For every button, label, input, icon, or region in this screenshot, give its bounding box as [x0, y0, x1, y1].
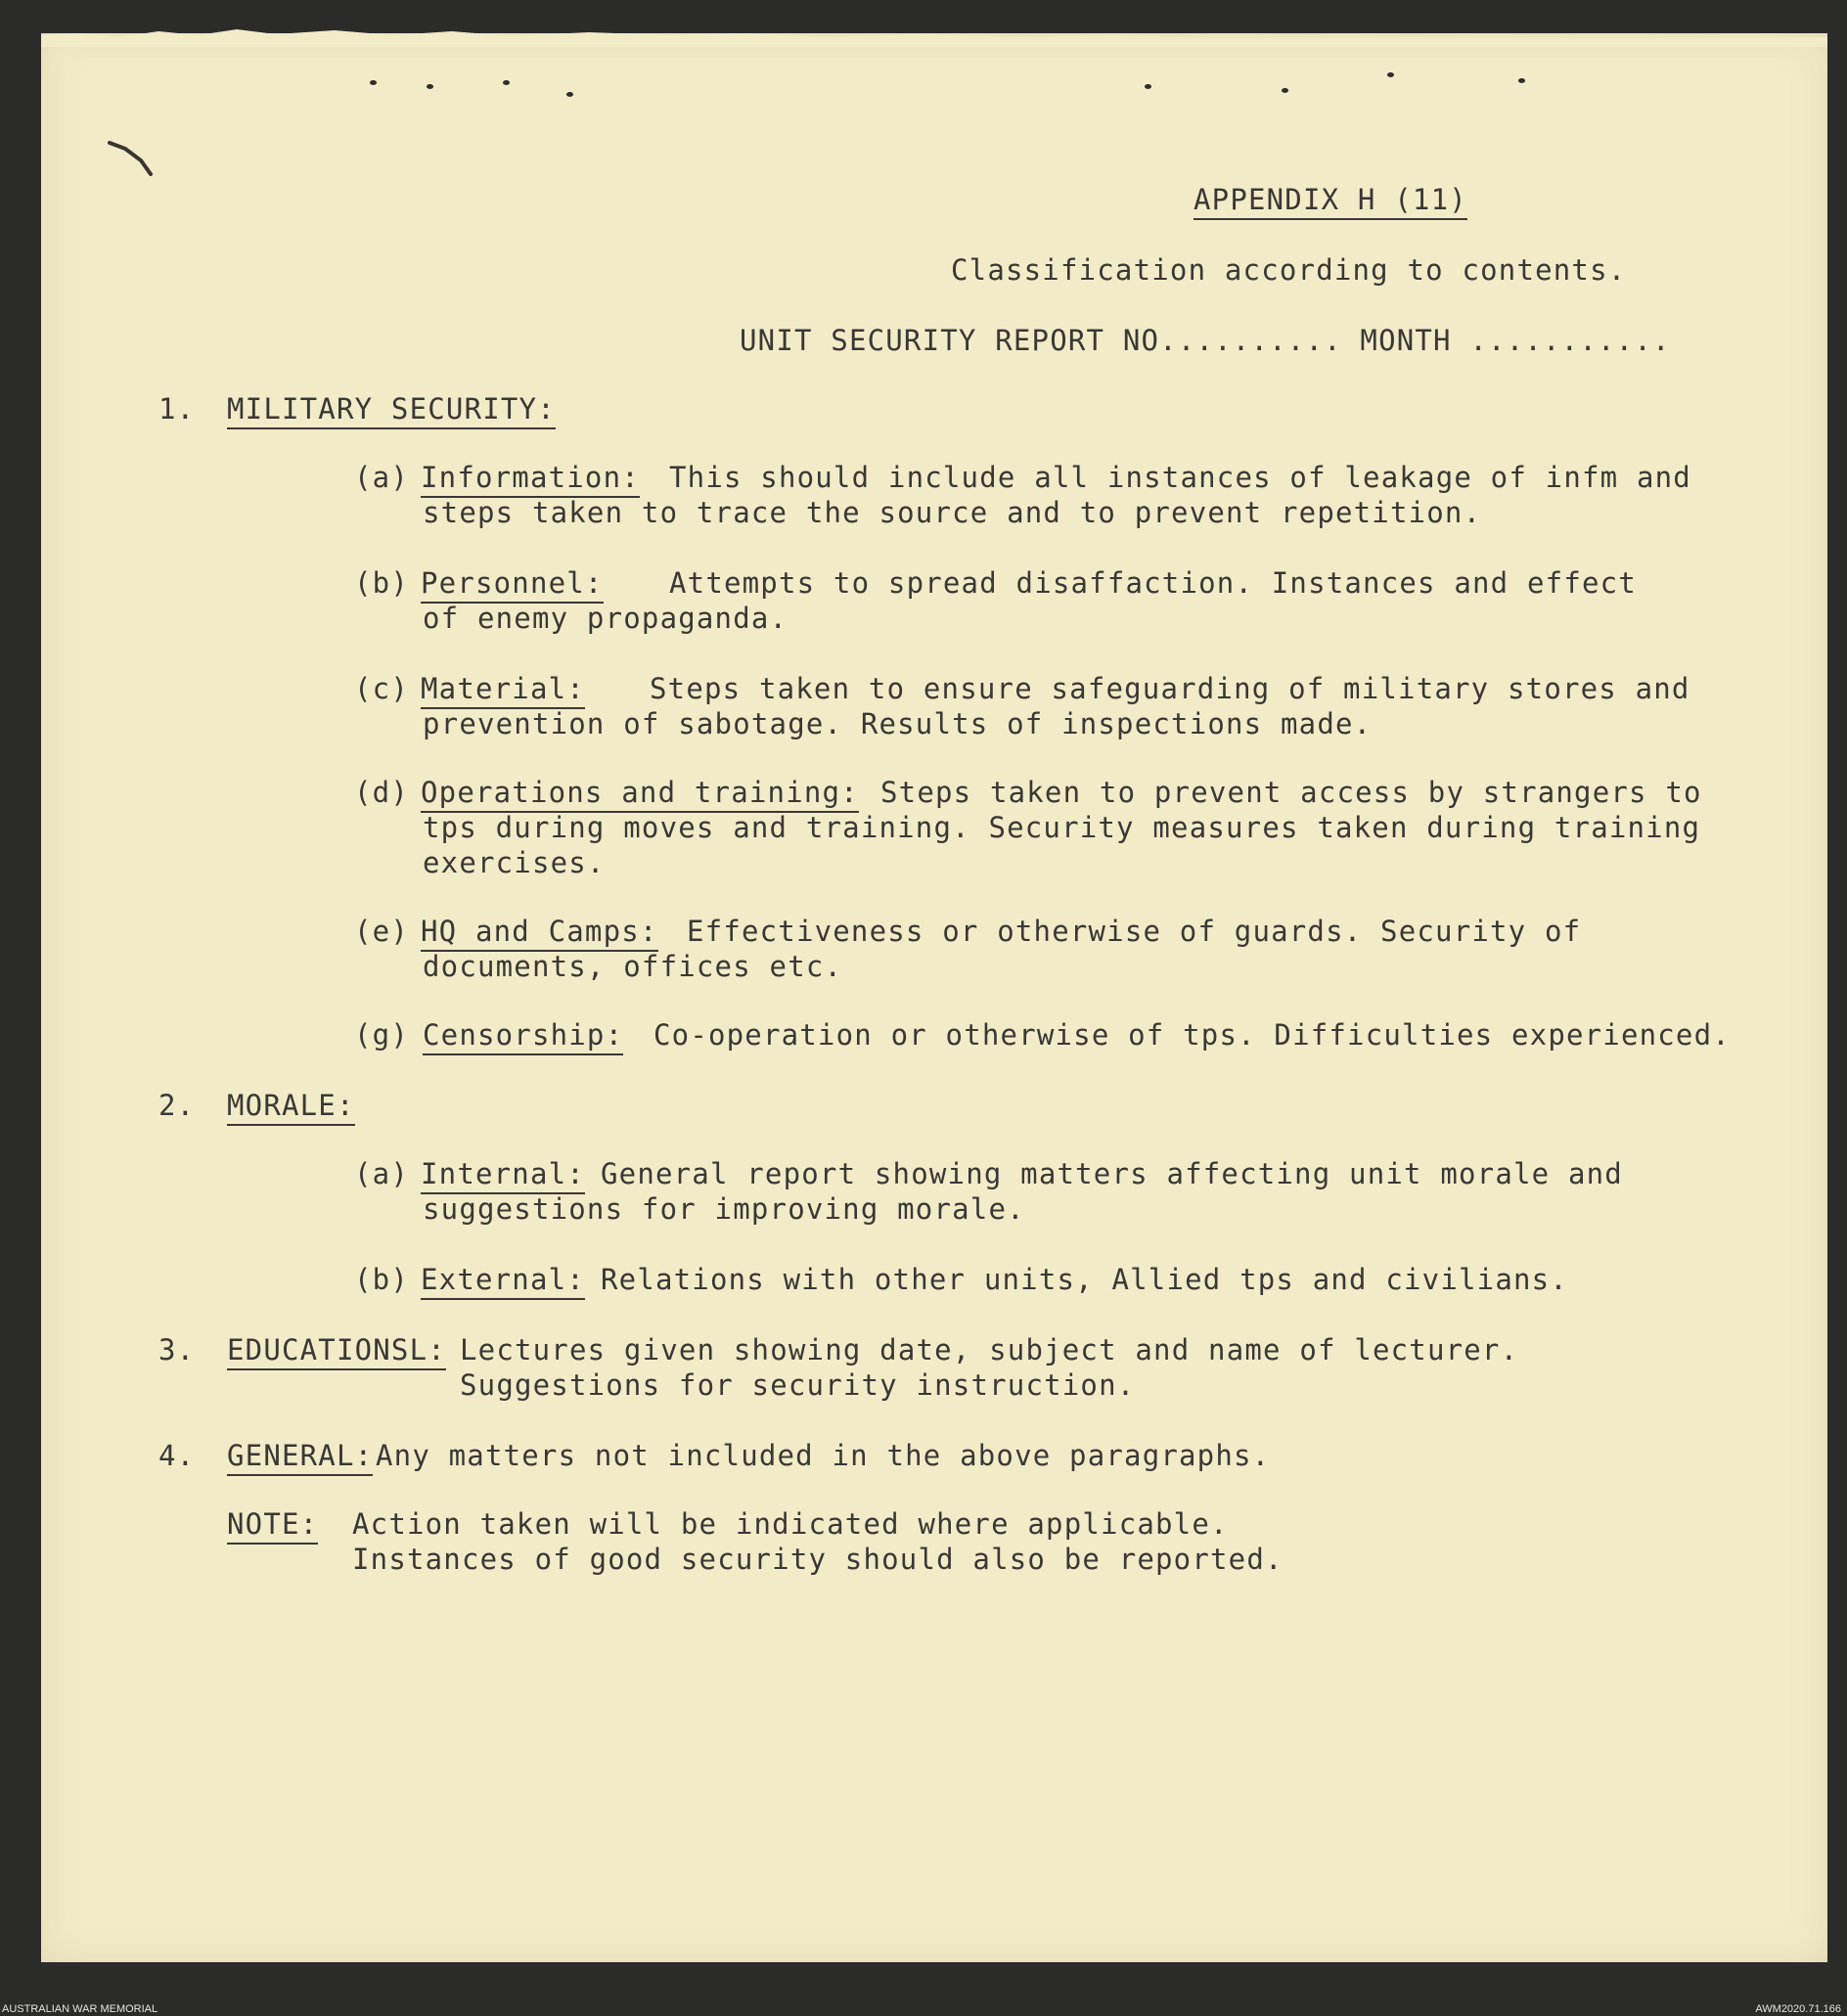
item-2a-line2: suggestions for improving morale. — [423, 1192, 1025, 1226]
item-2b-heading: External: — [421, 1262, 585, 1300]
classification-line: Classification according to contents. — [951, 253, 1627, 287]
item-2b-marker: (b) — [354, 1263, 409, 1296]
paper-tear-mark — [108, 135, 166, 184]
item-2a-heading: Internal: — [421, 1156, 585, 1194]
item-1e-heading: HQ and Camps: — [421, 914, 658, 952]
item-1b-marker: (b) — [354, 566, 409, 600]
item-1c-heading: Material: — [421, 671, 585, 709]
item-1d-line1: Steps taken to prevent access by strangers to — [880, 776, 1702, 809]
note-line1: Action taken will be indicated where applicable. — [352, 1507, 1229, 1541]
punch-hole — [503, 80, 510, 85]
item-1c-marker: (c) — [354, 672, 409, 705]
appendix-title: APPENDIX H (11) — [1194, 182, 1467, 220]
item-1b-line2: of enemy propaganda. — [423, 602, 788, 635]
item-1a-line2: steps taken to trace the source and to prevent repetition. — [423, 496, 1482, 529]
punch-hole — [370, 80, 377, 85]
item-1g-line1: Co-operation or otherwise of tps. Difficulties experienced. — [653, 1018, 1731, 1052]
archive-reference: AWM2020.71.166 — [1755, 2003, 1841, 2015]
item-1a-line1: This should include all instances of leakage of infm and — [669, 461, 1691, 494]
item-1a-marker: (a) — [354, 461, 409, 494]
section4-line1: Any matters not included in the above paragraphs. — [376, 1439, 1271, 1472]
punch-hole — [1145, 84, 1151, 89]
section1-title: MILITARY SECURITY: — [227, 391, 556, 429]
item-1e-line2: documents, offices etc. — [423, 950, 843, 983]
punch-hole — [1282, 88, 1288, 93]
item-2a-marker: (a) — [354, 1157, 409, 1190]
item-1b-line1: Attempts to spread disaffaction. Instances and effect — [669, 566, 1637, 600]
torn-top-edge — [41, 25, 1827, 47]
section3-line2: Suggestions for security instruction. — [460, 1368, 1136, 1402]
item-1c-line2: prevention of sabotage. Results of inspections made. — [423, 707, 1373, 740]
section4-title: GENERAL: — [227, 1438, 373, 1476]
item-1d-heading: Operations and training: — [421, 775, 859, 813]
item-1d-line3: exercises. — [423, 846, 606, 879]
item-1b-heading: Personnel: — [421, 565, 604, 604]
report-line: UNIT SECURITY REPORT NO.......... MONTH ........... — [740, 324, 1671, 357]
section2-number: 2. — [158, 1089, 196, 1122]
item-1g-heading: Censorship: — [423, 1017, 623, 1055]
section4-number: 4. — [158, 1439, 196, 1472]
item-2a-line1: General report showing matters affecting unit morale and — [601, 1157, 1623, 1190]
item-1e-line1: Effectiveness or otherwise of guards. Security of — [687, 915, 1582, 948]
item-1d-line2: tps during moves and training. Security measures taken during training — [423, 811, 1701, 844]
note-line2: Instances of good security should also be reported. — [352, 1543, 1284, 1576]
section2-title: MORALE: — [227, 1088, 355, 1126]
archive-credit: AUSTRALIAN WAR MEMORIAL — [2, 2003, 158, 2015]
section3-title: EDUCATIONSL: — [227, 1332, 446, 1370]
section1-number: 1. — [158, 392, 196, 426]
punch-hole — [1518, 78, 1525, 83]
item-1g-marker: (g) — [354, 1018, 409, 1052]
item-1a-heading: Information: — [421, 460, 640, 498]
section3-number: 3. — [158, 1333, 196, 1366]
punch-hole — [427, 84, 433, 89]
item-2b-line1: Relations with other units, Allied tps and civilians. — [601, 1263, 1568, 1296]
section3-line1: Lectures given showing date, subject and name of lecturer. — [460, 1333, 1519, 1366]
punch-hole — [566, 92, 573, 97]
note-title: NOTE: — [227, 1506, 318, 1545]
item-1d-marker: (d) — [354, 776, 409, 809]
punch-hole — [1387, 72, 1394, 77]
item-1c-line1: Steps taken to ensure safeguarding of military stores and — [650, 672, 1690, 705]
item-1e-marker: (e) — [354, 915, 409, 948]
